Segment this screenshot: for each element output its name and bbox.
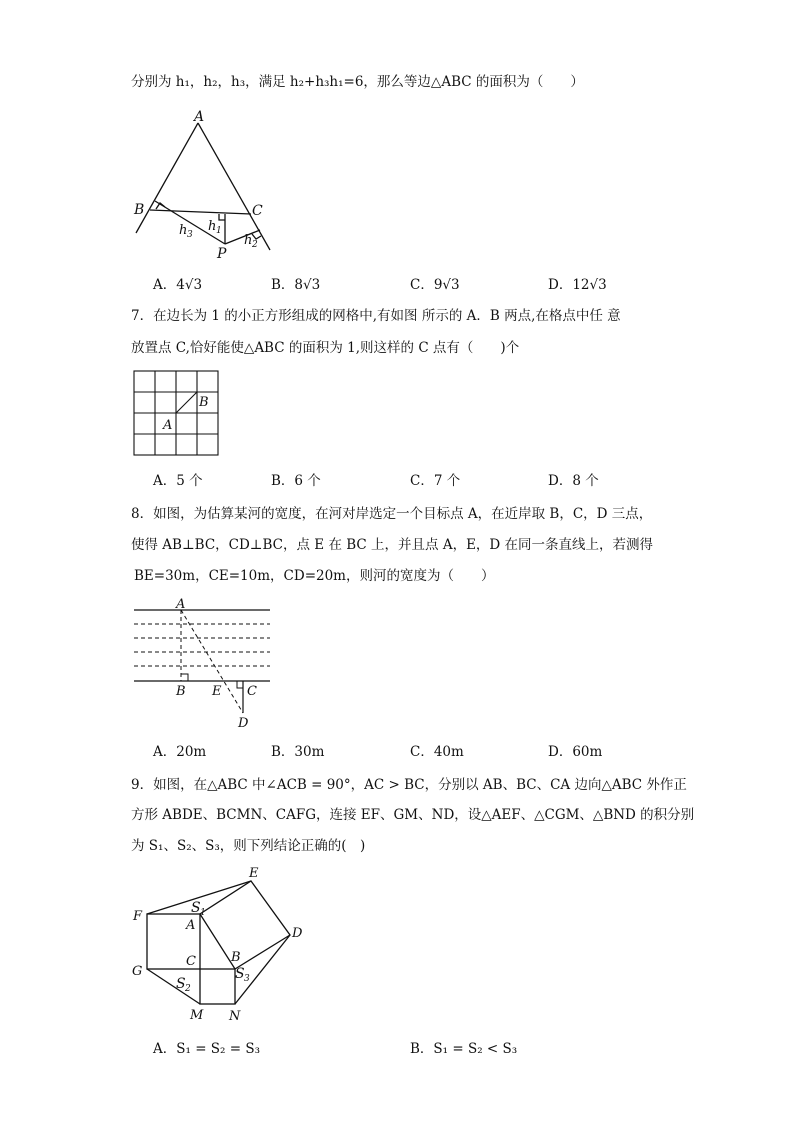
q8-label-a: A — [176, 597, 186, 612]
q6-option-a[interactable]: A．4√3 — [153, 277, 203, 293]
q6-stem: 分别为 h₁，h₂，h₃，满足 h₂+h₃h₁=6，那么等边△ABC 的面积为（ ） — [131, 74, 584, 90]
q9-label-s2: S — [176, 976, 186, 992]
q8-label-d: D — [238, 716, 249, 731]
q9-square-abde — [200, 881, 290, 969]
q6-label-h1-sub: 1 — [216, 226, 222, 236]
q9-label-m: M — [190, 1008, 204, 1023]
q9-option-a[interactable]: A．S₁ = S₂ = S₃ — [153, 1041, 261, 1057]
q6-label-b: B — [134, 202, 145, 218]
q7-option-b[interactable]: B．6 个 — [271, 473, 321, 489]
q6-label-h3: h — [179, 223, 188, 238]
q9-label-b: B — [231, 950, 241, 965]
q9-line-gm — [147, 969, 200, 1004]
q9-label-s1-sub: 1 — [200, 908, 206, 918]
q6-label-h3-sub: 3 — [187, 230, 193, 240]
q9-label-e: E — [249, 866, 259, 881]
q8-label-e: E — [212, 684, 222, 699]
q8-label-c: C — [247, 684, 257, 699]
q6-label-h2-sub: 2 — [252, 240, 258, 250]
q7-option-a[interactable]: A．5 个 — [153, 473, 203, 489]
q7-label-b: B — [199, 395, 209, 410]
q6-label-c: C — [252, 203, 263, 219]
q8-label-b: B — [176, 684, 186, 699]
q9-label-d: D — [292, 926, 303, 941]
q8-option-b[interactable]: B．30m — [271, 744, 325, 760]
q6-label-h2: h — [244, 233, 253, 248]
q9-label-g: G — [132, 964, 143, 979]
q9-label-a: A — [186, 918, 196, 933]
q7-line-2: 放置点 C,恰好能使△ABC 的面积为 1,则这样的 C 点有（ )个 — [131, 340, 520, 356]
q9-label-f: F — [133, 909, 143, 924]
q7-line-1: 7．在边长为 1 的小正方形组成的网格中,有如图 所示的 A．B 两点,在格点中任 意 — [131, 308, 621, 324]
q9-label-s3-sub: 3 — [244, 974, 250, 984]
q9-label-s1: S — [191, 900, 201, 916]
q9-label-c: C — [186, 954, 196, 969]
q6-option-b[interactable]: B．8√3 — [271, 277, 321, 293]
q9-square-bcmn — [200, 969, 235, 1004]
q7-option-d[interactable]: D．8 个 — [548, 473, 599, 489]
q6-option-d[interactable]: D．12√3 — [548, 277, 607, 293]
q9-label-n: N — [229, 1009, 241, 1024]
q9-label-s3: S — [235, 966, 245, 982]
q6-label-a: A — [194, 109, 205, 125]
q9-line-2: 方形 ABDE、BCMN、CAFG，连接 EF、GM、ND，设△AEF、△CGM、△BND 的积分别 — [131, 807, 695, 823]
q7-label-a: A — [163, 418, 173, 433]
q8-line-3: BE=30m，CE=10m，CD=20m，则河的宽度为（ ） — [134, 568, 495, 584]
q8-line-1: 8．如图，为估算某河的宽度，在河对岸选定一个目标点 A，在近岸取 B，C，D 三点， — [131, 506, 653, 522]
q9-option-b[interactable]: B．S₁ = S₂ < S₃ — [410, 1041, 518, 1057]
q8-line-2: 使得 AB⊥BC，CD⊥BC，点 E 在 BC 上，并且点 A，E，D 在同一条直线上，若测得 — [131, 537, 654, 553]
q6-label-p: P — [217, 246, 227, 262]
q7-option-c[interactable]: C．7 个 — [410, 473, 461, 489]
q8-option-c[interactable]: C．40m — [410, 744, 464, 760]
q8-option-d[interactable]: D．60m — [548, 744, 603, 760]
q8-option-a[interactable]: A．20m — [153, 744, 207, 760]
q9-line-3: 为 S₁、S₂、S₃，则下列结论正确的( ) — [131, 838, 366, 854]
q9-label-s2-sub: 2 — [185, 984, 191, 994]
q9-line-1: 9．如图，在△ABC 中∠ACB = 90°，AC > BC，分别以 AB、BC、CA 边向△ABC 外作正 — [131, 777, 687, 793]
q6-label-h1: h — [208, 219, 217, 234]
q6-option-c[interactable]: C．9√3 — [410, 277, 460, 293]
